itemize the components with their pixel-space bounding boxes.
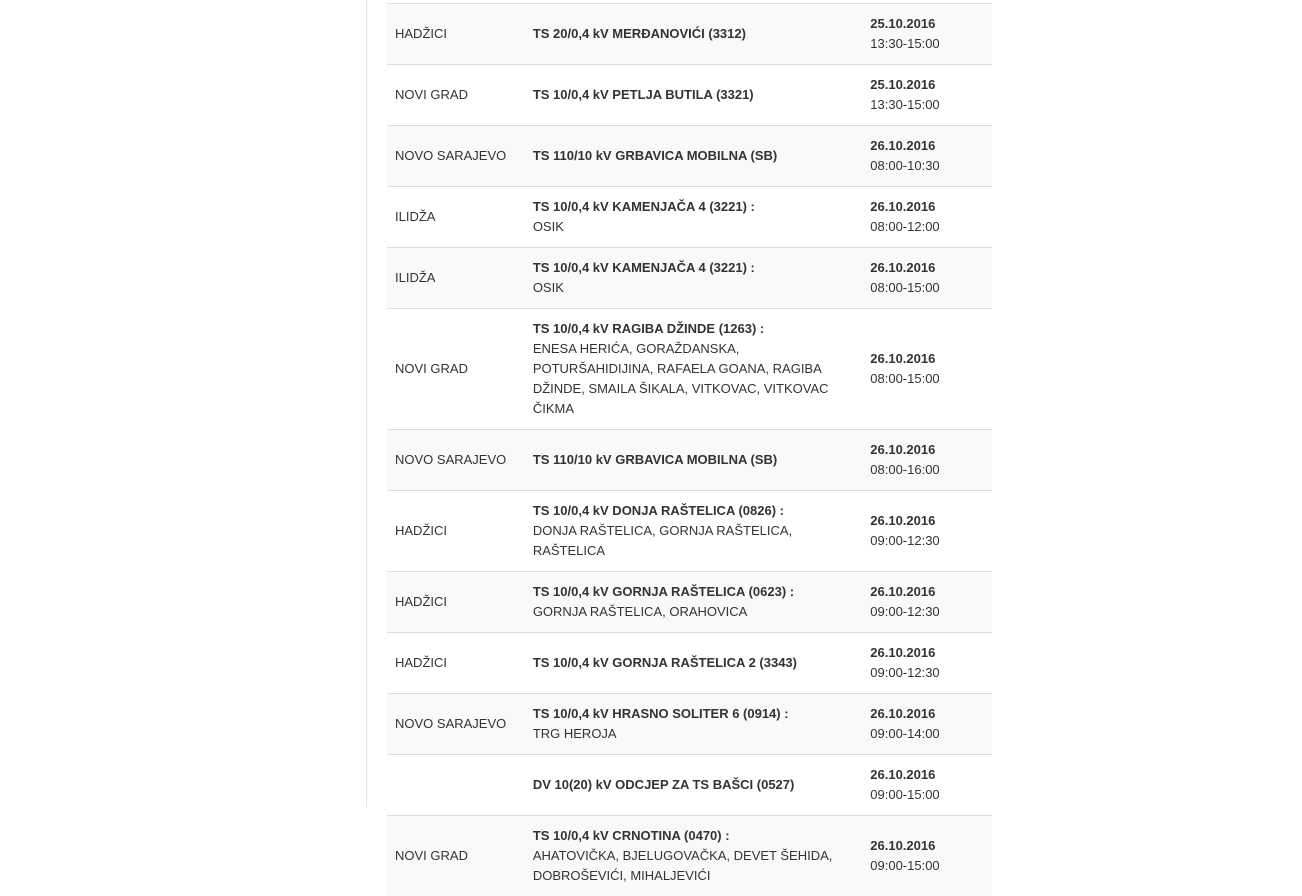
- municipality-cell: ILIDŽA: [387, 248, 525, 309]
- station-name: TS 110/10 kV GRBAVICA MOBILNA (SB): [533, 146, 854, 166]
- outage-date: 26.10.2016: [870, 582, 984, 602]
- outage-date: 26.10.2016: [870, 349, 984, 369]
- schedule-cell: [862, 65, 992, 126]
- table-row: [387, 309, 992, 430]
- schedule-cell: [862, 694, 992, 755]
- table-row: [387, 430, 992, 491]
- affected-streets: DONJA RAŠTELICA, GORNJA RAŠTELICA, RAŠTELICA: [533, 521, 854, 561]
- schedule-cell: [862, 491, 992, 572]
- outage-date: 25.10.2016: [870, 75, 984, 95]
- outage-time: 09:00-15:00: [870, 856, 984, 876]
- station-name: TS 10/0,4 kV KAMENJAČA 4 (3221) :: [533, 258, 854, 278]
- station-name: TS 10/0,4 kV GORNJA RAŠTELICA (0623) :: [533, 582, 854, 602]
- outage-date: 26.10.2016: [870, 511, 984, 531]
- outage-date: 26.10.2016: [870, 258, 984, 278]
- municipality-cell: NOVI GRAD: [387, 65, 525, 126]
- location-cell: [525, 4, 862, 65]
- station-name: TS 10/0,4 kV HRASNO SOLITER 6 (0914) :: [533, 704, 854, 724]
- location-cell: [525, 572, 862, 633]
- outage-time: 09:00-12:30: [870, 602, 984, 622]
- outage-time: 08:00-12:00: [870, 217, 984, 237]
- outages-table: [387, 3, 992, 896]
- municipality-cell: NOVO SARAJEVO: [387, 694, 525, 755]
- outage-time: 08:00-15:00: [870, 369, 984, 389]
- schedule-cell: [862, 755, 992, 816]
- municipality-cell: NOVO SARAJEVO: [387, 430, 525, 491]
- station-name: TS 10/0,4 kV PETLJA BUTILA (3321): [533, 85, 854, 105]
- schedule-cell: [862, 572, 992, 633]
- station-name: TS 10/0,4 kV DONJA RAŠTELICA (0826) :: [533, 501, 854, 521]
- outage-date: 26.10.2016: [870, 197, 984, 217]
- schedule-cell: [862, 633, 992, 694]
- municipality-cell: NOVO SARAJEVO: [387, 126, 525, 187]
- outage-date: 26.10.2016: [870, 836, 984, 856]
- table-row: [387, 187, 992, 248]
- schedule-cell: [862, 126, 992, 187]
- station-name: TS 20/0,4 kV MERĐANOVIĆI (3312): [533, 24, 854, 44]
- affected-streets: TRG HEROJA: [533, 724, 854, 744]
- table-row: [387, 816, 992, 896]
- municipality-cell: HADŽICI: [387, 633, 525, 694]
- outage-time: 09:00-12:30: [870, 663, 984, 683]
- table-row: [387, 126, 992, 187]
- schedule-cell: [862, 4, 992, 65]
- outage-date: 26.10.2016: [870, 765, 984, 785]
- station-name: TS 110/10 kV GRBAVICA MOBILNA (SB): [533, 450, 854, 470]
- location-cell: [525, 694, 862, 755]
- location-cell: [525, 430, 862, 491]
- station-name: TS 10/0,4 kV CRNOTINA (0470) :: [533, 826, 854, 846]
- affected-streets: ENESA HERIĆA, GORAŽDANSKA, POTURŠAHIDIJINA, RAFAELA GOANA, RAGIBA DŽINDE, SMAILA ŠIKALA, VITKOVAC, VITKOVAC ČIKMA: [533, 339, 854, 419]
- schedule-cell: [862, 816, 992, 896]
- table-row: [387, 4, 992, 65]
- schedule-cell: [862, 430, 992, 491]
- location-cell: [525, 248, 862, 309]
- station-name: TS 10/0,4 kV GORNJA RAŠTELICA 2 (3343): [533, 653, 854, 673]
- station-name: TS 10/0,4 kV KAMENJAČA 4 (3221) :: [533, 197, 854, 217]
- schedule-cell: [862, 248, 992, 309]
- station-name: TS 10/0,4 kV RAGIBA DŽINDE (1263) :: [533, 319, 854, 339]
- schedule-cell: [862, 187, 992, 248]
- municipality-cell: NOVI GRAD: [387, 816, 525, 896]
- table-row: [387, 694, 992, 755]
- outage-date: 26.10.2016: [870, 643, 984, 663]
- outage-time: 09:00-14:00: [870, 724, 984, 744]
- municipality-cell: HADŽICI: [387, 572, 525, 633]
- table-row: [387, 755, 992, 816]
- schedule-cell: [862, 309, 992, 430]
- location-cell: [525, 633, 862, 694]
- table-row: [387, 491, 992, 572]
- municipality-cell: HADŽICI: [387, 4, 525, 65]
- affected-streets: AHATOVIČKA, BJELUGOVAČKA, DEVET ŠEHIDA, DOBROŠEVIĆI, MIHALJEVIĆI: [533, 846, 854, 886]
- station-name: DV 10(20) kV ODCJEP ZA TS BAŠCI (0527): [533, 775, 854, 795]
- location-cell: [525, 309, 862, 430]
- outage-time: 08:00-10:30: [870, 156, 984, 176]
- outage-time: 13:30-15:00: [870, 95, 984, 115]
- affected-streets: OSIK: [533, 217, 854, 237]
- outage-date: 26.10.2016: [870, 704, 984, 724]
- affected-streets: OSIK: [533, 278, 854, 298]
- location-cell: [525, 816, 862, 896]
- municipality-cell: NOVI GRAD: [387, 309, 525, 430]
- table-row: [387, 248, 992, 309]
- outage-time: 09:00-12:30: [870, 531, 984, 551]
- outage-time: 08:00-15:00: [870, 278, 984, 298]
- outage-date: 26.10.2016: [870, 440, 984, 460]
- table-row: [387, 633, 992, 694]
- outage-date: 26.10.2016: [870, 136, 984, 156]
- location-cell: [525, 126, 862, 187]
- location-cell: [525, 755, 862, 816]
- location-cell: [525, 65, 862, 126]
- outage-time: 13:30-15:00: [870, 34, 984, 54]
- table-row: [387, 65, 992, 126]
- outage-time: 09:00-15:00: [870, 785, 984, 805]
- outage-date: 25.10.2016: [870, 14, 984, 34]
- sidebar-divider: [366, 0, 367, 807]
- outages-table-body: [387, 4, 992, 896]
- table-row: [387, 572, 992, 633]
- location-cell: [525, 491, 862, 572]
- municipality-cell: [387, 755, 525, 816]
- affected-streets: GORNJA RAŠTELICA, ORAHOVICA: [533, 602, 854, 622]
- outage-time: 08:00-16:00: [870, 460, 984, 480]
- location-cell: [525, 187, 862, 248]
- municipality-cell: HADŽICI: [387, 491, 525, 572]
- municipality-cell: ILIDŽA: [387, 187, 525, 248]
